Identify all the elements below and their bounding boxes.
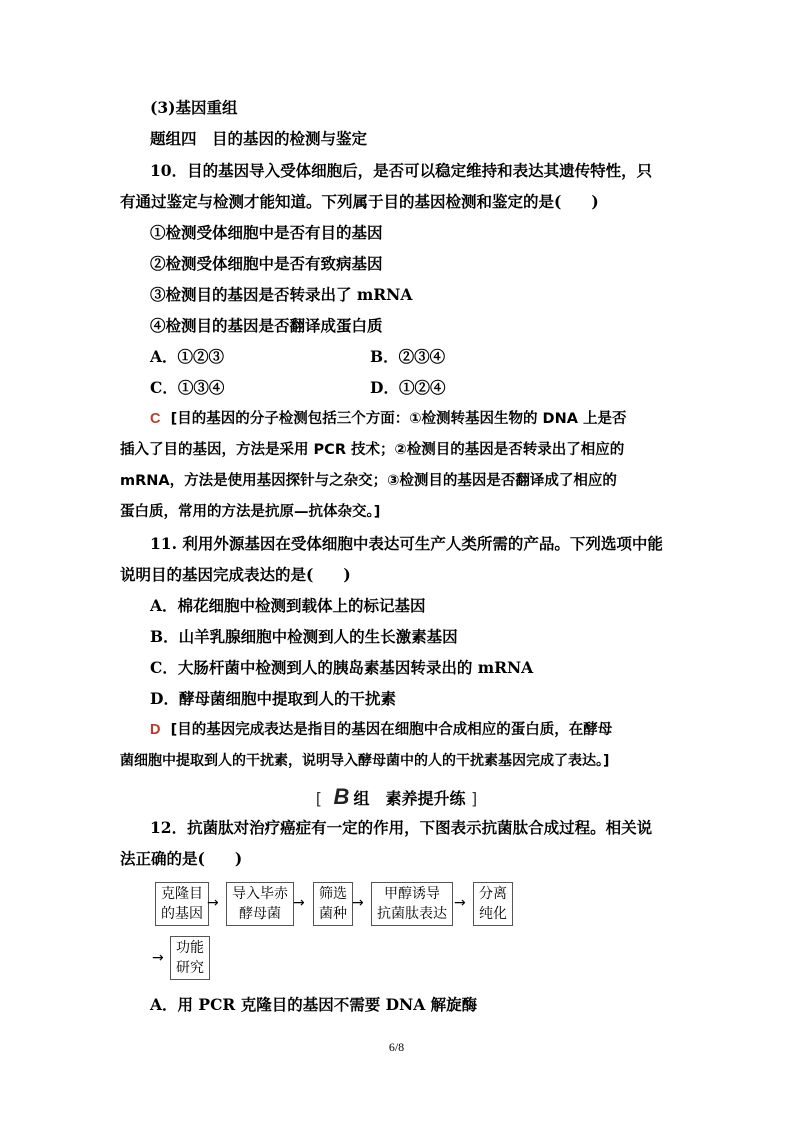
q10-stem-2: 有通过鉴定与检测才能知道。下列属于目的基因检测和鉴定的是( ) <box>120 192 599 211</box>
q10-stem-1: 10．目的基因导入受体细胞后，是否可以稳定维持和表达其遗传特性，只 <box>150 161 653 180</box>
q10-option-b: B．②③④ <box>370 347 446 366</box>
q10-item-4: ④检测目的基因是否翻译成蛋白质 <box>150 316 383 335</box>
q11-answer-letter: D <box>150 722 161 738</box>
subpoint-3: (3)基因重组 <box>150 98 238 117</box>
q11-option-a: A．棉花细胞中检测到载体上的标记基因 <box>150 596 426 615</box>
section-b-letter: B <box>333 784 350 809</box>
q10-item-2: ②检测受体细胞中是否有致病基因 <box>150 254 383 273</box>
q10-item-3: ③检测目的基因是否转录出了 mRNA <box>150 285 413 304</box>
q10-option-d: D．①②④ <box>370 378 446 397</box>
q11-option-d: D．酵母菌细胞中提取到人的干扰素 <box>150 689 396 708</box>
section-b-heading: [ B 组 素养提升练 ] <box>315 784 478 809</box>
q10-answer-1: C [目的基因的分子检测包括三个方面：①检测转基因生物的 DNA 上是否 <box>150 411 627 427</box>
flow-box-function-study: 功能 研究 <box>170 936 210 980</box>
q11-option-b: B．山羊乳腺细胞中检测到人的生长激素基因 <box>150 627 458 646</box>
q10-answer-3: mRNA，方法是使用基因探针与之杂交；③检测目的基因是否翻译成了相应的 <box>120 473 617 489</box>
flow-box-import-yeast: 导入毕赤 酵母菌 <box>226 882 294 926</box>
flow-box-screen-strain: 筛选 菌种 <box>313 882 353 926</box>
q11-answer-2: 菌细胞中提取到人的干扰素，说明导入酵母菌中的人的干扰素基因完成了表达。] <box>120 753 610 769</box>
flow-arrow: → <box>293 895 305 911</box>
flow-box-purify: 分离 纯化 <box>473 882 513 926</box>
flow-arrow: → <box>454 895 466 911</box>
q12-option-a: A．用 PCR 克隆目的基因不需要 DNA 解旋酶 <box>150 995 478 1014</box>
q11-stem-2: 说明目的基因完成表达的是( ) <box>120 565 351 584</box>
q10-item-1: ①检测受体细胞中是否有目的基因 <box>150 223 383 242</box>
flow-box-clone-gene: 克隆目 的基因 <box>155 882 209 926</box>
q11-answer-1: D [目的基因完成表达是指目的基因在细胞中合成相应的蛋白质，在酵母 <box>150 722 613 738</box>
q10-answer-letter: C <box>150 411 161 427</box>
q11-stem-1: 11. 利用外源基因在受体细胞中表达可生产人类所需的产品。下列选项中能 <box>150 534 663 553</box>
flow-box-methanol-induce: 甲醇诱导 抗菌肽表达 <box>371 882 453 926</box>
page-number: 6/8 <box>388 1040 405 1054</box>
q12-stem-2: 法正确的是( ) <box>120 849 243 868</box>
q10-option-c: C．①③④ <box>150 378 225 397</box>
flow-arrow: → <box>152 950 164 966</box>
group-heading: 题组四 目的基因的检测与鉴定 <box>150 129 368 148</box>
flow-arrow: → <box>207 895 219 911</box>
flow-arrow: → <box>352 895 364 911</box>
q12-stem-1: 12．抗菌肽对治疗癌症有一定的作用，下图表示抗菌肽合成过程。相关说 <box>150 818 653 837</box>
q11-option-c: C．大肠杆菌中检测到人的胰岛素基因转录出的 mRNA <box>150 658 534 677</box>
q10-option-a: A．①②③ <box>150 347 225 366</box>
q10-answer-4: 蛋白质，常用的方法是抗原—抗体杂交。] <box>120 504 381 520</box>
q10-answer-2: 插入了目的基因，方法是采用 PCR 技术；②检测目的基因是否转录出了相应的 <box>120 442 625 458</box>
